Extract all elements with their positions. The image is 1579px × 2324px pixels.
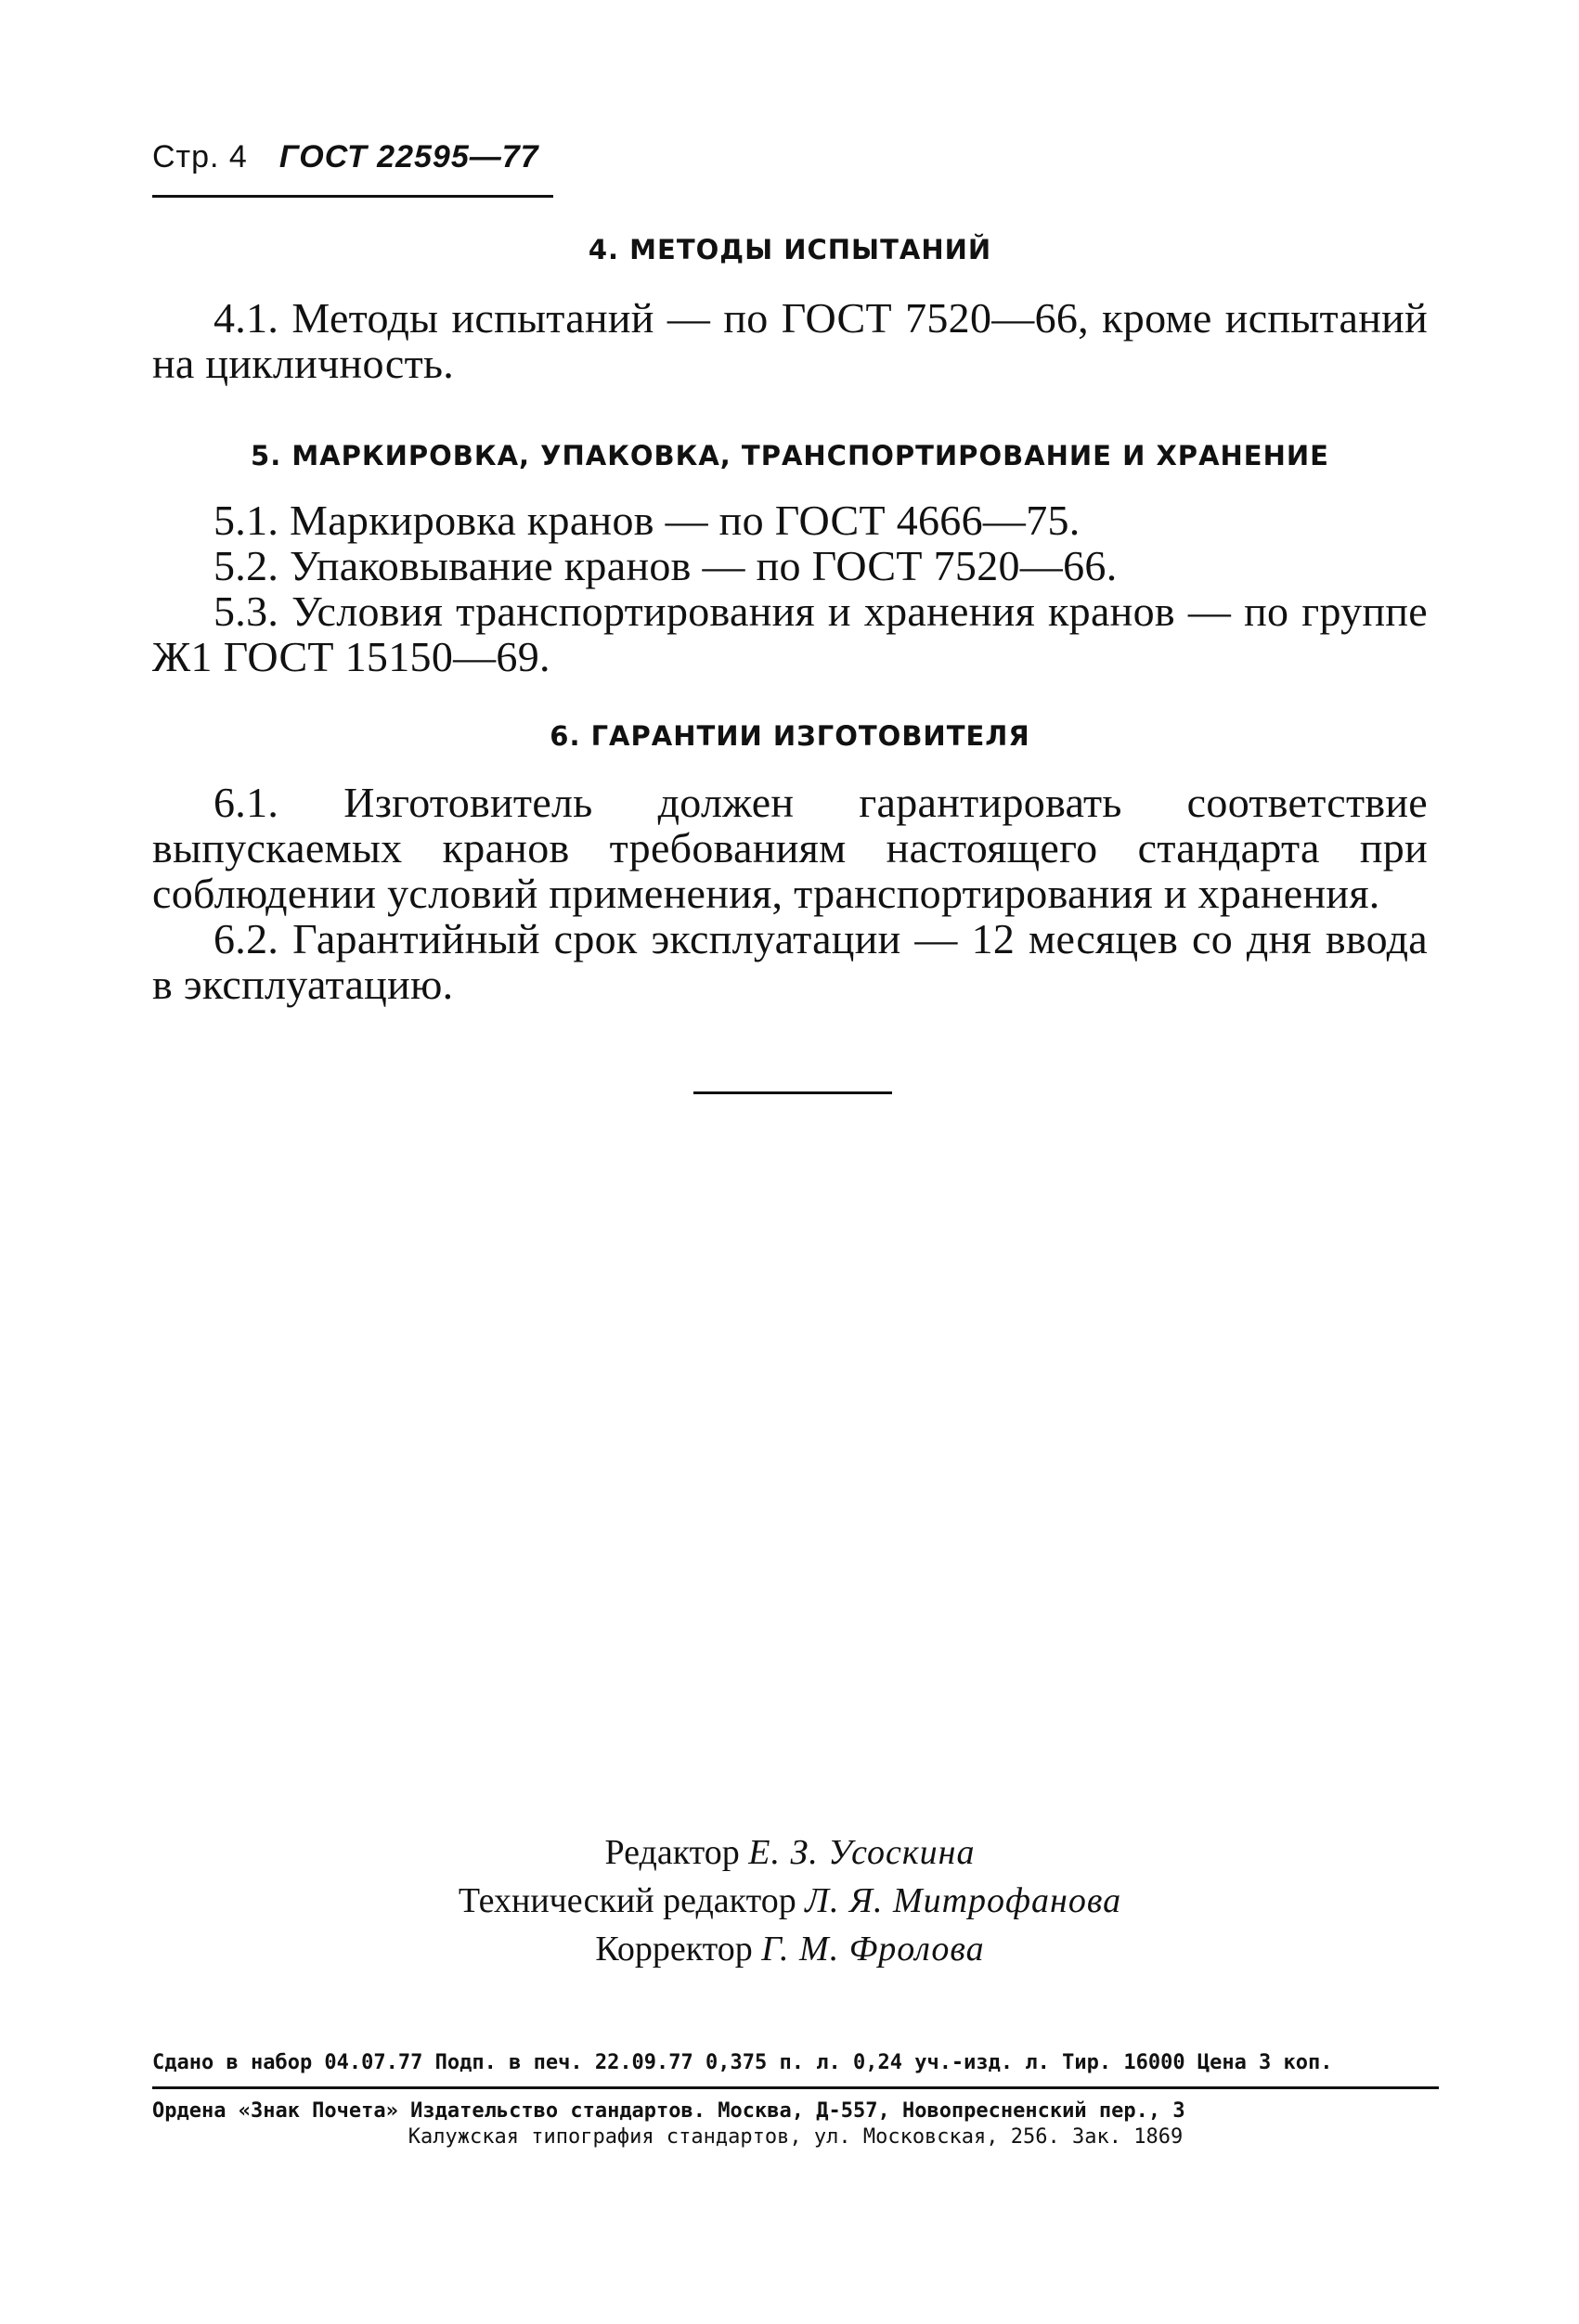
paragraph-5-1: 5.1. Маркировка кранов — по ГОСТ 4666—75. [214, 497, 1081, 544]
credit-tech-editor [152, 1877, 1428, 1925]
proofreader-role: Корректор [595, 1930, 753, 1969]
section-5-heading: 5. МАРКИРОВКА, УПАКОВКА, ТРАНСПОРТИРОВАНИЕ И ХРАНЕНИЕ [251, 440, 1329, 471]
imprint-print-data: Сдано в набор 04.07.77 Подп. в печ. 22.09.77 0,375 п. л. 0,24 уч.-изд. л. Тир. 16000 Цена 3 коп. [152, 2051, 1333, 2074]
credit-proofreader [152, 1925, 1428, 1973]
section-5-body [152, 497, 1428, 679]
imprint-publisher: Ордена «Знак Почета» Издательство стандартов. Москва, Д-557, Новопресненский пер., 3 [152, 2099, 1185, 2123]
section-4-body [152, 295, 1428, 386]
header-rule [152, 195, 553, 198]
imprint-rule [152, 2086, 1439, 2089]
end-of-text-rule [693, 1091, 892, 1094]
editor-name: Е. З. Усоскина [748, 1833, 976, 1872]
paragraph-6-1: 6.1. Изготовитель должен гарантировать соответствие выпускаемых кранов требованиям настоящего стандарта при соблюдении условий применения, транспортирования и хранения. [152, 779, 1428, 917]
section-6-body [152, 780, 1428, 1007]
standard-number: ГОСТ 22595—77 [278, 139, 539, 174]
paragraph-5-2: 5.2. Упаковывание кранов — по ГОСТ 7520—66. [214, 542, 1118, 589]
credits-block [152, 1828, 1428, 1973]
running-header [152, 139, 539, 175]
tech-editor-name: Л. Я. Митрофанова [805, 1881, 1122, 1920]
tech-editor-role: Технический редактор [458, 1881, 796, 1920]
paragraph-6-2: 6.2. Гарантийный срок эксплуатации — 12 месяцев со дня ввода в эксплуатацию. [152, 915, 1428, 1008]
editor-role: Редактор [604, 1833, 740, 1872]
proofreader-name: Г. М. Фролова [761, 1930, 985, 1969]
page-label: Стр. 4 [152, 139, 248, 174]
paragraph-5-3: 5.3. Условия транспортирования и хранения кранов — по группе Ж1 ГОСТ 15150—69. [152, 587, 1428, 680]
imprint-printing-house: Калужская типография стандартов, ул. Московская, 256. Зак. 1869 [408, 2125, 1184, 2149]
section-6-heading: 6. ГАРАНТИИ ИЗГОТОВИТЕЛЯ [550, 720, 1030, 752]
section-4-heading: 4. МЕТОДЫ ИСПЫТАНИЙ [588, 234, 992, 265]
paragraph-4-1: 4.1. Методы испытаний — по ГОСТ 7520—66, кроме испытаний на цикличность. [152, 294, 1428, 387]
credit-editor [152, 1828, 1428, 1877]
